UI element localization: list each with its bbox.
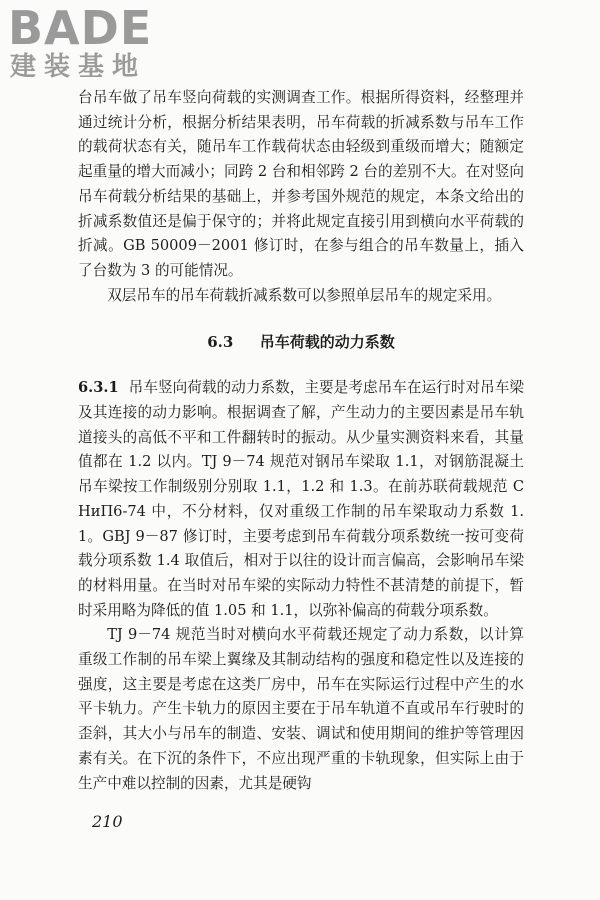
page-number: 210 [92,812,123,831]
clause-text: 吊车竖向荷载的动力系数，主要是考虑吊车在运行时对吊车梁及其连接的动力影响。根据调查了解，产生动力的主要因素是吊车轨道接头的高低不平和工件翻转时的振动。从少量实测资料来看，其量值都在 1.2 以内。TJ 9－74 规范对钢吊车梁取 1.1，对钢筋混凝土吊车梁按工作制级别分别取 1.1，1.2 和 1.3。在前苏联荷载规范 СНиП6-74 中，不分材料，仅对重级工作制的吊车梁取动力系数 1.1。GBJ 9－87 修订时，主要考虑到吊车荷载分项系数统一按可变荷载分项系数 1.4 取值后，相对于以往的设计而言偏高，会影响吊车梁的材料用量。在当时对吊车梁的实际动力特性不甚清楚的前提下，暂时采用略为降低的值 1.05 和 1.1，以弥补偏高的荷载分项系数。 [78,379,524,619]
watermark-brand: BADE [8,1,153,55]
page-body [78,86,524,796]
section-number: 6.3 [207,333,234,352]
paragraph-double-deck-crane: 双层吊车的吊车荷载折减系数可以参照单层吊车的规定采用。 [107,286,502,304]
paragraph-continued: 台吊车做了吊车竖向荷载的实测调查工作。根据所得资料，经整理并通过统计分析，根据分析结果表明，吊车荷载的折减系数与吊车工作的载荷状态有关，随吊车工作载荷状态由轻级到重级而增大；随额定起重量的增大而减小；同跨 2 台和相邻跨 2 台的差别不大。在对竖向吊车荷载分析结果的基础上，并参考国外规范的规定，本条文给出的折减系数值还是偏于保守的；并将此规定直接引用到横向水平荷载的折减。GB 50009－2001 修订时，在参与组合的吊车数量上，插入了台数为 3 的可能情况。 [78,89,524,279]
paragraph-horizontal-load: TJ 9－74 规范当时对横向水平荷载还规定了动力系数，以计算重级工作制的吊车梁上翼缘及其制动结构的强度和稳定性以及连接的强度，这主要是考虑在这类厂房中，吊车在实际运行过程中产生的水平卡轨力。产生卡轨力的原因主要在于吊车轨道不直或吊车行驶时的歪斜，其大小与吊车的制造、安装、调试和使用期间的维护等管理因素有关。在下沉的条件下，不应出现严重的卡轨现象，但实际上由于生产中难以控制的因素，尤其是硬钩 [78,626,524,792]
section-heading [78,330,524,354]
section-title: 吊车荷载的动力系数 [259,333,395,352]
watermark-subtitle: 建装基地 [10,52,147,82]
watermark-logo [8,1,178,88]
clause-number: 6.3.1 [78,379,119,397]
clause-6-3-1 [78,376,524,623]
